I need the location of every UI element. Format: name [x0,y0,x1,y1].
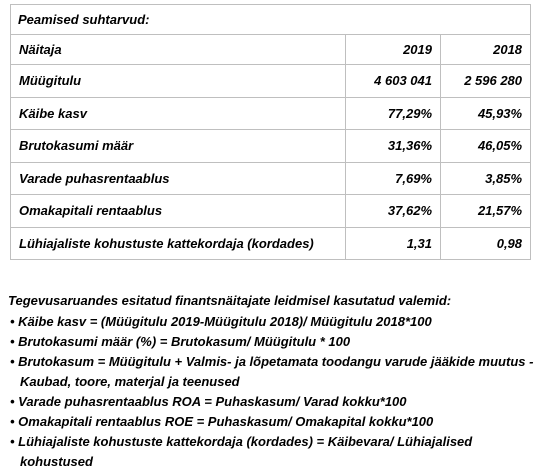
row-value-2018: 3,85% [441,162,531,195]
list-item: • Omakapitali rentaablus ROE = Puhaskasum/ Omakapital kokku*100 [10,414,434,429]
row-value-2018: 0,98 [441,227,531,260]
table-row [11,130,531,163]
table-header-row [11,35,531,65]
table-row [11,195,531,228]
row-label: Müügitulu [11,65,346,98]
row-value-2019: 4 603 041 [346,65,441,98]
row-label: Käibe kasv [11,97,346,130]
table-title: Peamised suhtarvud: [11,5,531,35]
notes-heading: Tegevusaruandes esitatud finantsnäitajate leidmisel kasutatud valemid: [8,293,452,308]
row-value-2019: 37,62% [346,195,441,228]
financial-ratios-table [10,4,531,260]
header-2019: 2019 [346,35,441,65]
list-item: • Brutokasum = Müügitulu + Valmis- ja lõpetamata toodangu varude jääkide muutus - Kaubad, toore, materjal ja teenused [10,354,534,389]
list-item: • Lühiajaliste kohustuste kattekordaja (kordades) = Käibevara/ Lühiajalised kohustused [10,434,473,469]
table-row [11,162,531,195]
row-value-2019: 77,29% [346,97,441,130]
row-value-2018: 46,05% [441,130,531,163]
list-item: • Varade puhasrentaablus ROA = Puhaskasum/ Varad kokku*100 [10,394,407,409]
row-value-2018: 2 596 280 [441,65,531,98]
table-row [11,227,531,260]
table-title-row [11,5,531,35]
row-label: Lühiajaliste kohustuste kattekordaja (kordades) [11,227,346,260]
header-indicator: Näitaja [11,35,346,65]
header-2018: 2018 [441,35,531,65]
row-label: Varade puhasrentaablus [11,162,346,195]
formula-notes [6,291,534,472]
table-row [11,65,531,98]
row-value-2019: 1,31 [346,227,441,260]
list-item: • Brutokasumi määr (%) = Brutokasum/ Müügitulu * 100 [10,334,351,349]
table-row [11,97,531,130]
row-value-2019: 7,69% [346,162,441,195]
row-value-2018: 21,57% [441,195,531,228]
row-label: Brutokasumi määr [11,130,346,163]
row-value-2018: 45,93% [441,97,531,130]
row-value-2019: 31,36% [346,130,441,163]
row-label: Omakapitali rentaablus [11,195,346,228]
list-item: • Käibe kasv = (Müügitulu 2019-Müügitulu 2018)/ Müügitulu 2018*100 [10,314,432,329]
